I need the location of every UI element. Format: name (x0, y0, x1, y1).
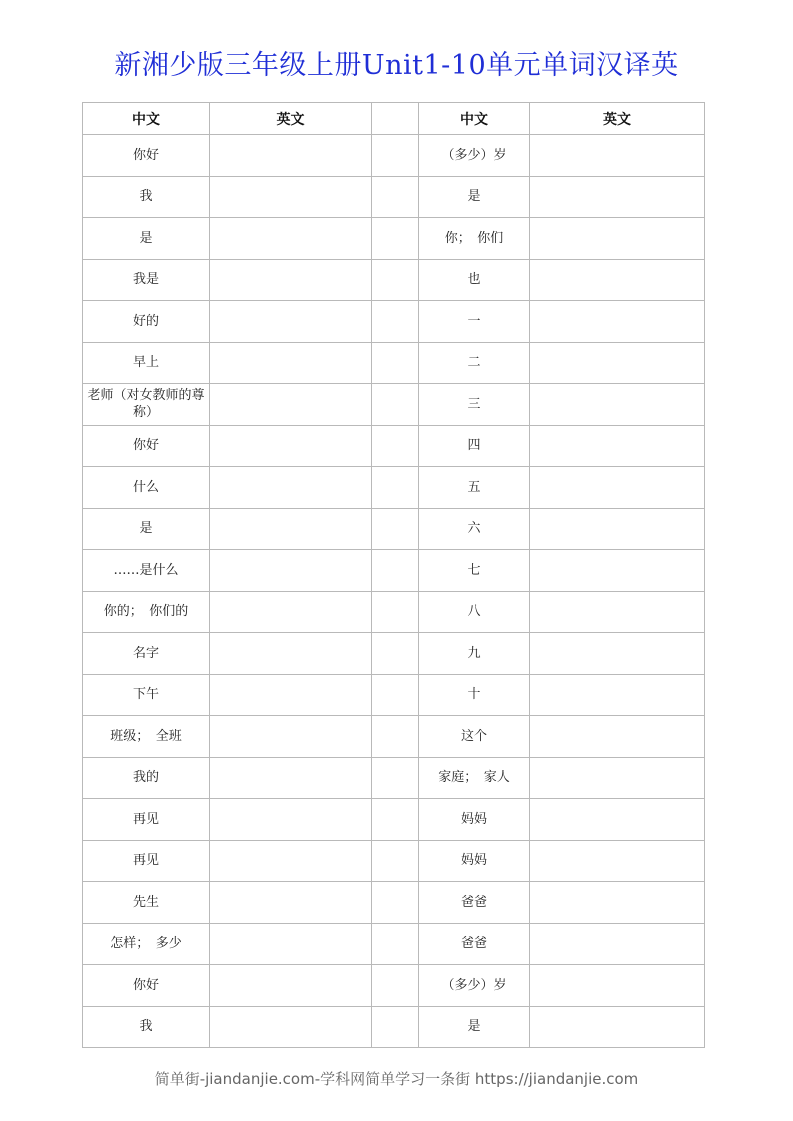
chinese-word-right: （多少）岁 (419, 965, 530, 1007)
english-answer-cell-right[interactable] (530, 342, 705, 384)
english-answer-cell-right[interactable] (530, 508, 705, 550)
english-answer-cell-right[interactable] (530, 176, 705, 218)
chinese-word-right: 七 (419, 550, 530, 592)
english-answer-cell-left[interactable] (210, 674, 372, 716)
english-answer-cell-left[interactable] (210, 840, 372, 882)
english-answer-cell-right[interactable] (530, 135, 705, 177)
english-answer-cell-right[interactable] (530, 633, 705, 675)
column-gap (372, 550, 419, 592)
table-row (83, 840, 705, 882)
english-answer-cell-left[interactable] (210, 965, 372, 1007)
table-row (83, 342, 705, 384)
table-row (83, 799, 705, 841)
chinese-word-right: 八 (419, 591, 530, 633)
column-gap (372, 176, 419, 218)
table-row (83, 591, 705, 633)
column-gap (372, 633, 419, 675)
chinese-word-left: 什么 (83, 467, 210, 509)
chinese-word-right: 二 (419, 342, 530, 384)
chinese-word-left: 再见 (83, 840, 210, 882)
english-answer-cell-left[interactable] (210, 716, 372, 758)
english-answer-cell-left[interactable] (210, 342, 372, 384)
column-gap (372, 384, 419, 426)
column-gap (372, 508, 419, 550)
chinese-word-left: 好的 (83, 301, 210, 343)
chinese-word-right: 这个 (419, 716, 530, 758)
english-answer-cell-left[interactable] (210, 218, 372, 260)
chinese-word-right: 也 (419, 259, 530, 301)
vocabulary-table (82, 102, 705, 1048)
chinese-word-right: 五 (419, 467, 530, 509)
column-gap (372, 923, 419, 965)
column-gap (372, 1006, 419, 1048)
chinese-word-right: 爸爸 (419, 882, 530, 924)
english-answer-cell-left[interactable] (210, 882, 372, 924)
column-gap (372, 591, 419, 633)
header-english-right: 英文 (530, 103, 705, 135)
english-answer-cell-right[interactable] (530, 882, 705, 924)
header-english-left: 英文 (210, 103, 372, 135)
english-answer-cell-right[interactable] (530, 301, 705, 343)
chinese-word-left: 我 (83, 1006, 210, 1048)
chinese-word-left: 怎样； 多少 (83, 923, 210, 965)
english-answer-cell-right[interactable] (530, 1006, 705, 1048)
column-gap (372, 259, 419, 301)
table-row (83, 301, 705, 343)
table-row (83, 923, 705, 965)
chinese-word-left: 你好 (83, 135, 210, 177)
chinese-word-left: 再见 (83, 799, 210, 841)
footer-watermark: 简单街-jiandanjie.com-学科网简单学习一条街 https://jiandanjie.com (154, 1070, 639, 1088)
chinese-word-left: 你好 (83, 965, 210, 1007)
column-gap (372, 674, 419, 716)
english-answer-cell-left[interactable] (210, 425, 372, 467)
table-row (83, 508, 705, 550)
chinese-word-right: 十 (419, 674, 530, 716)
table-row (83, 674, 705, 716)
table-row (83, 259, 705, 301)
english-answer-cell-right[interactable] (530, 674, 705, 716)
english-answer-cell-left[interactable] (210, 259, 372, 301)
table-row (83, 633, 705, 675)
column-gap (372, 342, 419, 384)
column-gap (372, 965, 419, 1007)
chinese-word-left: ……是什么 (83, 550, 210, 592)
chinese-word-left: 先生 (83, 882, 210, 924)
english-answer-cell-right[interactable] (530, 550, 705, 592)
chinese-word-right: 四 (419, 425, 530, 467)
chinese-word-left: 你的； 你们的 (83, 591, 210, 633)
chinese-word-left: 你好 (83, 425, 210, 467)
english-answer-cell-right[interactable] (530, 840, 705, 882)
english-answer-cell-left[interactable] (210, 757, 372, 799)
table-row (83, 550, 705, 592)
column-gap (372, 425, 419, 467)
table-row (83, 716, 705, 758)
chinese-word-right: 妈妈 (419, 799, 530, 841)
column-gap (372, 799, 419, 841)
chinese-word-right: （多少）岁 (419, 135, 530, 177)
chinese-word-right: 三 (419, 384, 530, 426)
chinese-word-left: 我是 (83, 259, 210, 301)
english-answer-cell-left[interactable] (210, 384, 372, 426)
chinese-word-left: 早上 (83, 342, 210, 384)
english-answer-cell-right[interactable] (530, 757, 705, 799)
english-answer-cell-right[interactable] (530, 218, 705, 260)
english-answer-cell-right[interactable] (530, 716, 705, 758)
english-answer-cell-right[interactable] (530, 467, 705, 509)
table-row (83, 425, 705, 467)
chinese-word-left: 老师（对女教师的尊称） (83, 384, 210, 426)
table-row (83, 882, 705, 924)
chinese-word-left: 是 (83, 218, 210, 260)
chinese-word-right: 你； 你们 (419, 218, 530, 260)
chinese-word-right: 妈妈 (419, 840, 530, 882)
english-answer-cell-right[interactable] (530, 799, 705, 841)
english-answer-cell-left[interactable] (210, 591, 372, 633)
english-answer-cell-left[interactable] (210, 550, 372, 592)
english-answer-cell-left[interactable] (210, 135, 372, 177)
english-answer-cell-right[interactable] (530, 384, 705, 426)
column-gap (372, 757, 419, 799)
table-row (83, 384, 705, 426)
table-row (83, 135, 705, 177)
table-header-row (83, 103, 705, 135)
chinese-word-right: 家庭； 家人 (419, 757, 530, 799)
chinese-word-left: 我的 (83, 757, 210, 799)
english-answer-cell-right[interactable] (530, 259, 705, 301)
table-row (83, 965, 705, 1007)
english-answer-cell-right[interactable] (530, 591, 705, 633)
english-answer-cell-left[interactable] (210, 923, 372, 965)
header-chinese-left: 中文 (83, 103, 210, 135)
english-answer-cell-left[interactable] (210, 1006, 372, 1048)
chinese-word-left: 名字 (83, 633, 210, 675)
chinese-word-left: 班级； 全班 (83, 716, 210, 758)
chinese-word-right: 爸爸 (419, 923, 530, 965)
english-answer-cell-right[interactable] (530, 425, 705, 467)
column-gap (372, 103, 419, 135)
chinese-word-right: 是 (419, 176, 530, 218)
column-gap (372, 716, 419, 758)
chinese-word-left: 是 (83, 508, 210, 550)
chinese-word-left: 我 (83, 176, 210, 218)
column-gap (372, 882, 419, 924)
chinese-word-right: 九 (419, 633, 530, 675)
english-answer-cell-left[interactable] (210, 508, 372, 550)
chinese-word-right: 一 (419, 301, 530, 343)
column-gap (372, 135, 419, 177)
table-row (83, 218, 705, 260)
table-row (83, 757, 705, 799)
column-gap (372, 840, 419, 882)
table-row (83, 176, 705, 218)
table-row (83, 467, 705, 509)
english-answer-cell-right[interactable] (530, 965, 705, 1007)
chinese-word-right: 六 (419, 508, 530, 550)
chinese-word-right: 是 (419, 1006, 530, 1048)
chinese-word-left: 下午 (83, 674, 210, 716)
table-row (83, 1006, 705, 1048)
column-gap (372, 218, 419, 260)
english-answer-cell-left[interactable] (210, 633, 372, 675)
english-answer-cell-left[interactable] (210, 301, 372, 343)
english-answer-cell-left[interactable] (210, 176, 372, 218)
english-answer-cell-left[interactable] (210, 467, 372, 509)
page-title: 新湘少版三年级上册Unit1-10单元单词汉译英 (114, 50, 679, 81)
column-gap (372, 467, 419, 509)
english-answer-cell-right[interactable] (530, 923, 705, 965)
english-answer-cell-left[interactable] (210, 799, 372, 841)
header-chinese-right: 中文 (419, 103, 530, 135)
column-gap (372, 301, 419, 343)
